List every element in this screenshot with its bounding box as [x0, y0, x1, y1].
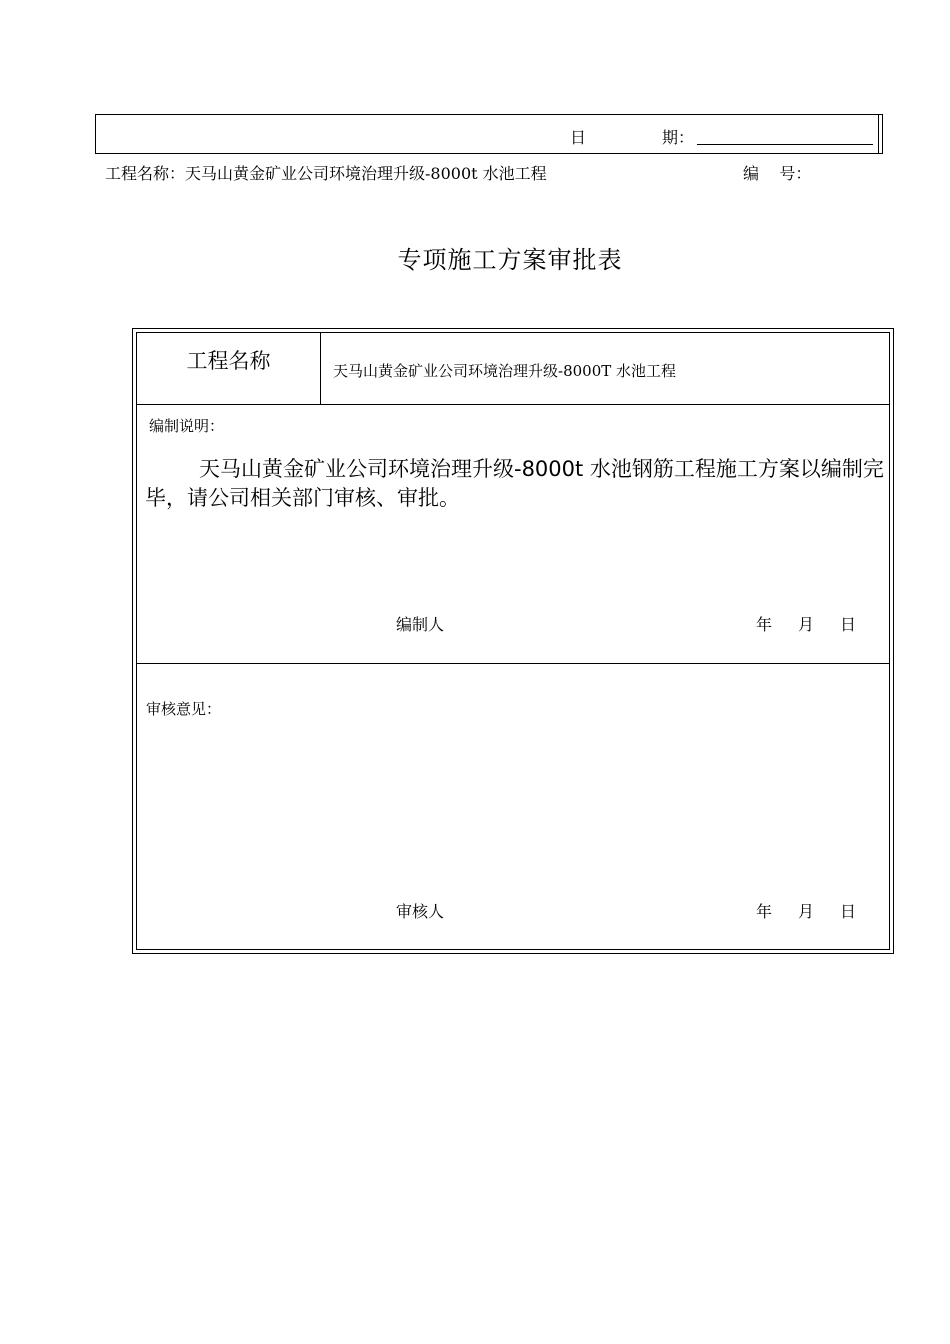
compiler-label: 编制人: [396, 615, 445, 634]
reviewer-label: 审核人: [396, 902, 445, 921]
approval-table: [132, 328, 894, 954]
review-opinion-label: 审核意见：: [146, 700, 222, 718]
document-title: 专项施工方案审批表: [397, 246, 623, 274]
approval-table-inner: [136, 332, 890, 950]
project-name-row: [137, 333, 889, 405]
compile-month-label: 月: [798, 615, 815, 634]
review-month-label: 月: [798, 902, 815, 921]
compile-day-label: 日: [840, 615, 857, 634]
date-fill-line[interactable]: [697, 144, 873, 145]
compilation-description-text: 天马山黄金矿业公司环境治理升级-8000t 水池钢筋工程施工方案以编制完毕，请公司相关部门审核、审批。: [145, 457, 884, 510]
review-day-label: 日: [840, 902, 857, 921]
compile-year-label: 年: [756, 615, 773, 634]
date-box: [95, 114, 883, 154]
date-label-day: 日: [570, 128, 587, 147]
compilation-description-label: 编制说明：: [149, 417, 225, 435]
date-label-period: 期：: [662, 128, 695, 147]
project-name-value: 天马山黄金矿业公司环境治理升级-8000T 水池工程: [333, 362, 677, 380]
review-opinion-row: [137, 664, 889, 949]
header-number-label: 编 号：: [743, 164, 812, 183]
review-year-label: 年: [756, 902, 773, 921]
header-project-name: 工程名称：天马山黄金矿业公司环境治理升级-8000t 水池工程: [105, 164, 547, 183]
project-name-label: 工程名称: [137, 333, 321, 404]
compilation-description-row: [137, 405, 889, 664]
